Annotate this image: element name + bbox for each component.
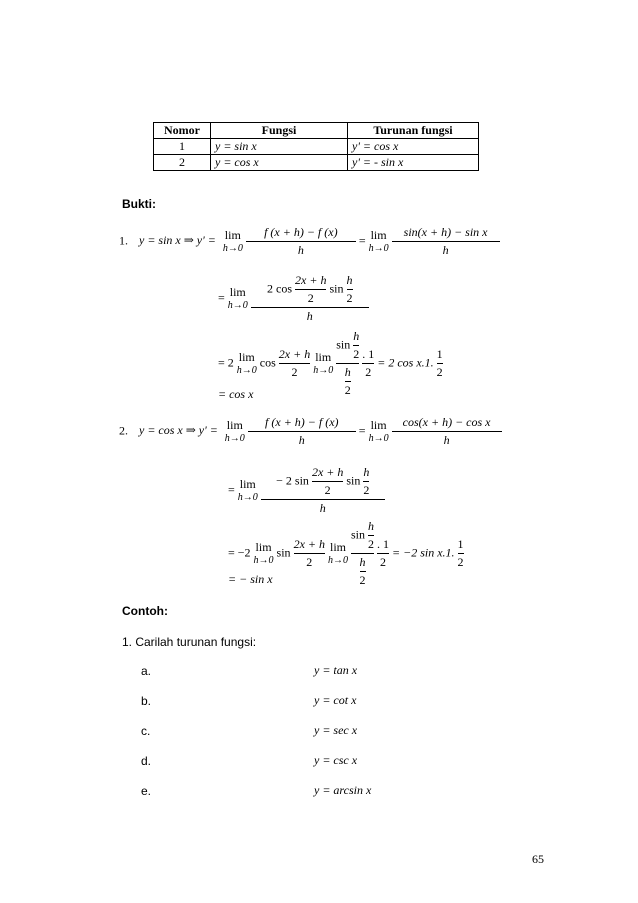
sin: sin [329, 281, 344, 296]
equals: = [358, 233, 366, 248]
table-cell: y = cos x [211, 155, 348, 171]
exercise-label: e. [141, 784, 152, 798]
exercise-expr: y = tan x [314, 663, 358, 677]
fraction-denominator: 2 [324, 483, 331, 497]
coefficient: = −2 [228, 545, 251, 560]
bukti-heading: Bukti: [122, 197, 156, 211]
fraction-numerator: 2x + h [278, 347, 311, 361]
lim: lim [370, 227, 387, 242]
proof1-line2 [218, 274, 369, 323]
contoh-intro: 1. Carilah turunan fungsi: [122, 635, 257, 649]
step-result: = 2 cos x.1. [377, 355, 434, 370]
exercise-expr: y = csc x [314, 753, 358, 767]
fraction-numerator: 1 [457, 537, 464, 551]
lim-sub: h→0 [227, 299, 248, 311]
fraction-numerator: sin(x + h) − sin x [403, 225, 488, 239]
proof2-final: = − sin x [228, 572, 273, 586]
fraction-numerator: 2x + h [311, 465, 344, 479]
fraction-denominator: h [443, 433, 450, 447]
fraction-numerator: . 1 [377, 537, 390, 551]
proof2-line1 [119, 416, 502, 447]
fraction-denominator: 2 [346, 291, 353, 305]
lim: lim [238, 349, 255, 364]
proof1-number: 1. [119, 233, 128, 248]
table-cell: 1 [154, 139, 211, 155]
fraction-denominator: 2 [344, 383, 351, 397]
coefficient: = 2 [218, 355, 234, 370]
exercise-expr: y = sec x [314, 723, 358, 737]
exercise-label: b. [141, 694, 152, 708]
lim: lim [315, 349, 332, 364]
step-result: = −2 sin x.1. [392, 545, 455, 560]
table-cell: 2 [154, 155, 211, 171]
fraction-denominator: 2 [306, 555, 313, 569]
fraction-numerator: . 1 [362, 347, 375, 361]
lim-sub: h→0 [222, 242, 243, 254]
fraction-denominator: 2 [368, 537, 375, 551]
lim-sub: h→0 [224, 432, 245, 444]
equals: = [358, 423, 366, 438]
fraction-numerator: h [368, 519, 375, 533]
fraction-denominator: 2 [363, 483, 370, 497]
proof1-line1 [119, 226, 500, 257]
fraction-numerator: cos(x + h) − cos x [402, 415, 491, 429]
fraction-denominator: 2 [291, 365, 298, 379]
sin: sin [346, 473, 361, 488]
fraction-denominator: h [319, 501, 326, 515]
derivative-table [153, 122, 479, 171]
equals: = [218, 290, 225, 305]
fraction-numerator: h [359, 555, 366, 569]
table-header: Nomor [154, 123, 211, 139]
proof1-final: = cos x [218, 387, 254, 401]
fraction-numerator: 2x + h [295, 273, 327, 287]
fraction-numerator: 1 [436, 347, 443, 361]
lim: lim [255, 539, 272, 554]
fraction-numerator: f (x + h) − f (x) [264, 225, 338, 239]
exercise-expr: y = arcsin x [314, 783, 372, 797]
lim-sub: h→0 [313, 364, 334, 376]
fraction-denominator: 2 [365, 365, 372, 379]
fraction-denominator: h [442, 243, 449, 257]
lim-sub: h→0 [253, 554, 274, 566]
fraction-numerator: f (x + h) − f (x) [265, 415, 339, 429]
table-header: Fungsi [211, 123, 348, 139]
fraction-denominator: h [297, 243, 304, 257]
proof2-lhs: y = cos x ⇒ y' = [139, 423, 218, 438]
contoh-heading: Contoh: [122, 604, 168, 618]
lim: lim [329, 539, 346, 554]
fraction-denominator: 2 [380, 555, 387, 569]
sin: sin [276, 545, 291, 560]
fraction-denominator: 2 [457, 555, 464, 569]
coefficient: 2 cos [267, 281, 293, 296]
fraction-denominator: 2 [359, 573, 366, 587]
table-header-row [154, 123, 479, 139]
lim-sub: h→0 [368, 432, 389, 444]
table-row [154, 139, 479, 155]
exercise-expr: y = cot x [314, 693, 357, 707]
fraction-numerator: 2x + h [293, 537, 325, 551]
table-header: Turunan fungsi [348, 123, 479, 139]
fraction-denominator: 2 [307, 291, 314, 305]
fraction-denominator: 2 [436, 365, 443, 379]
lim: lim [224, 227, 241, 242]
table-row [154, 155, 479, 171]
proof2-line2 [228, 466, 385, 515]
exercise-label: d. [141, 754, 152, 768]
lim: lim [239, 476, 256, 491]
table-cell: y = sin x [211, 139, 348, 155]
fraction-denominator: 2 [353, 347, 360, 361]
table-cell: y' = cos x [348, 139, 479, 155]
fraction-numerator: h [353, 329, 360, 343]
fraction-numerator: h [346, 273, 353, 287]
lim-sub: h→0 [236, 364, 257, 376]
fraction-numerator: h [344, 365, 351, 379]
fraction-denominator: h [306, 309, 313, 323]
table-cell: y' = - sin x [348, 155, 479, 171]
coefficient: − 2 sin [276, 473, 309, 488]
lim-sub: h→0 [237, 491, 258, 503]
cos: cos [259, 355, 276, 370]
sin: sin [351, 527, 366, 542]
equals: = [228, 482, 235, 497]
lim-sub: h→0 [328, 554, 348, 566]
proof2-number: 2. [119, 423, 128, 438]
exercise-label: a. [141, 664, 152, 678]
lim: lim [370, 417, 387, 432]
sin: sin [336, 337, 351, 352]
lim: lim [226, 417, 243, 432]
exercise-label: c. [141, 724, 151, 738]
lim-sub: h→0 [368, 242, 389, 254]
page-number: 65 [532, 852, 544, 866]
fraction-numerator: h [363, 465, 370, 479]
proof1-lhs: y = sin x ⇒ y' = [139, 233, 216, 248]
fraction-denominator: h [298, 433, 305, 447]
lim: lim [229, 284, 246, 299]
